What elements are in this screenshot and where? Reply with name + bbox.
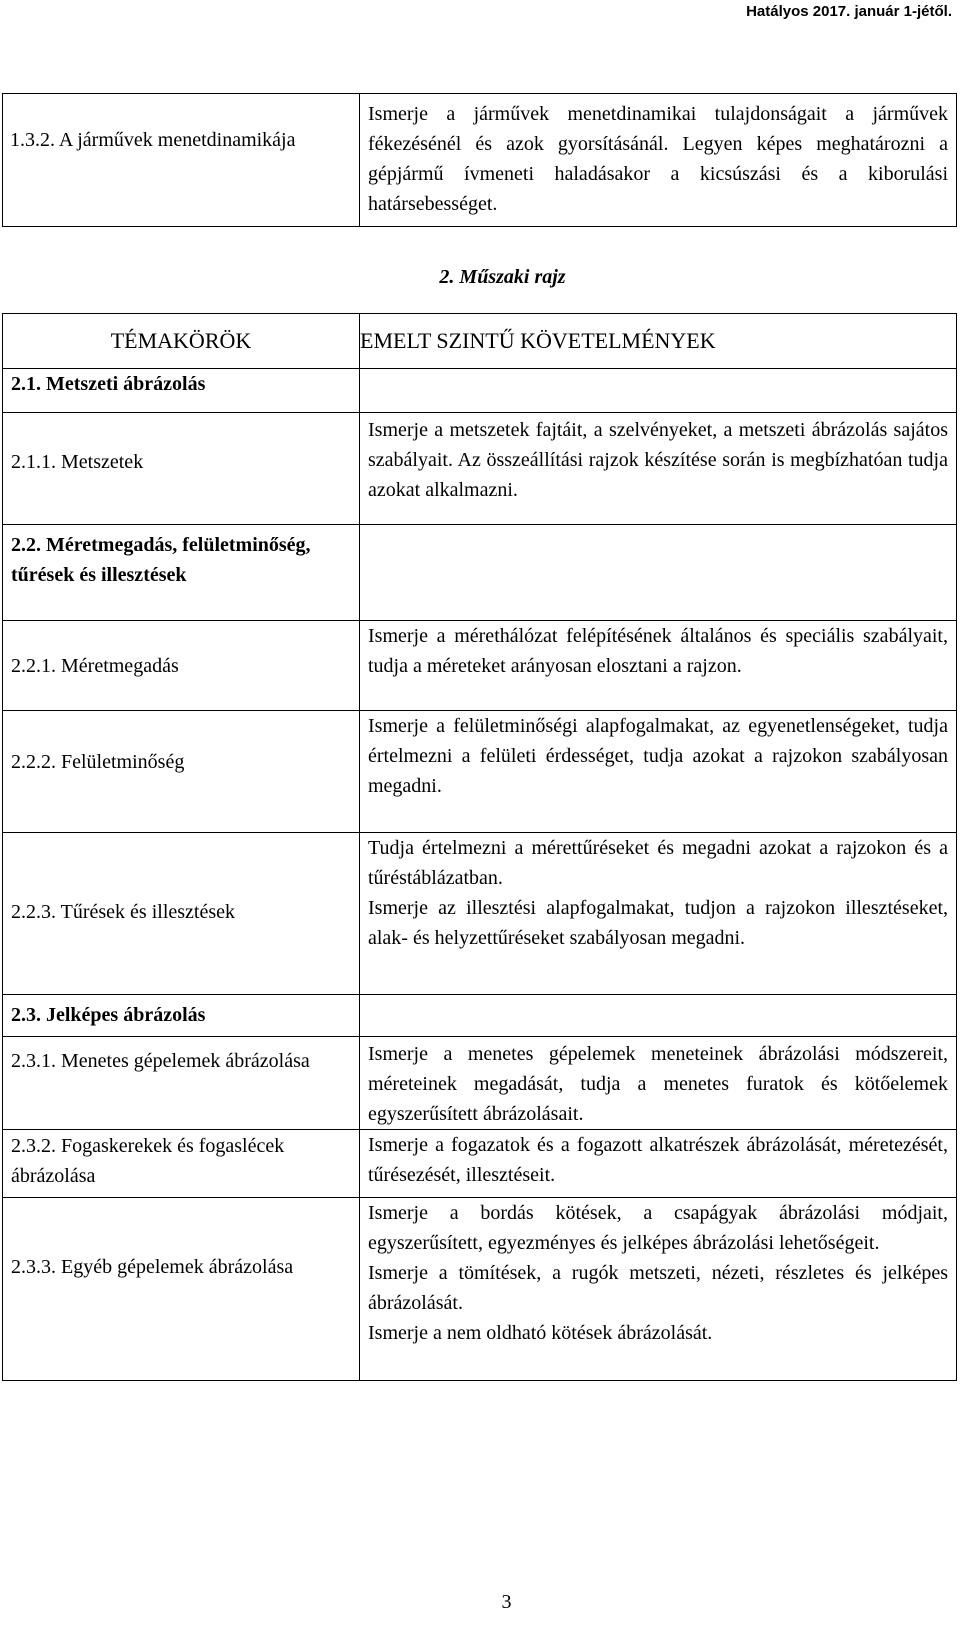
topic-text: 2.2.2. Felületminőség — [11, 751, 185, 773]
table-row — [3, 1198, 957, 1381]
vehicle-dynamics-table — [2, 93, 957, 227]
table-row — [3, 621, 957, 711]
requirement-text: Tudja értelmezni a mérettűréseket és megadni azokat a rajzokon és a tűréstáblázatban. — [368, 837, 948, 889]
requirement-cell — [360, 711, 957, 833]
topic-text: 2.3. Jelképes ábrázolás — [11, 1004, 206, 1026]
table-row — [3, 1037, 957, 1130]
table-row — [3, 94, 957, 227]
requirement-text: Ismerje a menetes gépelemek meneteinek ábrázolási módszereit, méreteinek megadását, tudja a menetes furatok és kötőelemek egyszerűsített ábrázolásait. — [368, 1043, 948, 1125]
topic-text: 2.3.3. Egyéb gépelemek ábrázolása — [11, 1256, 294, 1278]
technical-drawing-table — [2, 313, 957, 1381]
requirement-cell — [360, 833, 957, 995]
section-title: 2. Műszaki rajz — [439, 266, 566, 288]
topic-text: 2.2. Méretmegadás, felületminőség, tűrések és illesztések — [11, 534, 311, 586]
table-row — [3, 1130, 957, 1198]
topic-cell — [3, 525, 360, 621]
requirement-text: Ismerje a mérethálózat felépítésének általános és speciális szabályait, tudja a méreteket arányosan elosztani a rajzon. — [368, 625, 948, 677]
requirement-cell — [360, 1130, 957, 1198]
requirement-text: Ismerje a tömítések, a rugók metszeti, nézeti, részletes és jelképes ábrázolását. — [368, 1262, 948, 1314]
table-row — [3, 369, 957, 413]
validity-note: Hatályos 2017. január 1-jétől. — [746, 3, 952, 20]
page-number: 3 — [501, 1591, 512, 1613]
requirement-text: Ismerje az illesztési alapfogalmakat, tudjon a rajzokon illesztéseket, alak- és helyzettűréseket szabályosan megadni. — [368, 897, 948, 949]
topic-cell — [3, 833, 360, 995]
requirement-cell — [360, 1037, 957, 1130]
header-topics: TÉMAKÖRÖK — [3, 314, 360, 369]
table-row — [3, 833, 957, 995]
topic-cell — [3, 94, 360, 227]
topic-text: 2.3.1. Menetes gépelemek ábrázolása — [11, 1050, 310, 1072]
requirement-text: Ismerje a metszetek fajtáit, a szelvényeket, a metszeti ábrázolás sajátos szabályait. Az összeállítási rajzok készítése során is megbízhatóan tudja azokat alkalmazni. — [368, 419, 948, 501]
requirement-text: Ismerje a fogazatok és a fogazott alkatrészek ábrázolását, méretezését, tűrésezését, illesztéseit. — [368, 1134, 948, 1186]
table-row — [3, 413, 957, 525]
topic-cell — [3, 1130, 360, 1198]
topic-text: 1.3.2. A járművek menetdinamikája — [10, 129, 296, 151]
requirement-cell — [360, 995, 957, 1037]
requirement-text: Ismerje a bordás kötések, a csapágyak ábrázolási módjait, egyszerűsített, egyezményes és jelképes ábrázolási lehetőségeit. — [368, 1202, 948, 1254]
topic-text: 2.2.1. Méretmegadás — [11, 655, 179, 677]
topic-cell — [3, 1037, 360, 1130]
table-row — [3, 525, 957, 621]
topic-cell — [3, 413, 360, 525]
requirement-text: Ismerje a felületminőségi alapfogalmakat, az egyenetlenségeket, tudja értelmezni a felületi érdességet, tudja azokat a rajzokon szabályosan megadni. — [368, 715, 948, 797]
topic-text: 2.3.2. Fogaskerekek és fogaslécek ábrázolása — [11, 1135, 285, 1187]
requirement-text: Ismerje a nem oldható kötések ábrázolását. — [368, 1322, 713, 1344]
table-header-row — [3, 314, 957, 369]
topic-text: 2.2.3. Tűrések és illesztések — [11, 901, 236, 923]
topic-text: 2.1. Metszeti ábrázolás — [11, 373, 206, 395]
requirement-cell — [360, 1198, 957, 1381]
table-row — [3, 711, 957, 833]
topic-text: 2.1.1. Metszetek — [11, 451, 144, 473]
topic-cell — [3, 369, 360, 413]
requirement-cell — [360, 621, 957, 711]
topic-cell — [3, 1198, 360, 1381]
header-requirements: EMELT SZINTŰ KÖVETELMÉNYEK — [360, 314, 957, 369]
requirement-cell — [360, 94, 957, 227]
topic-cell — [3, 995, 360, 1037]
requirement-text: Ismerje a járművek menetdinamikai tulajdonságait a járművek fékezésénél és azok gyorsításánál. Legyen képes meghatározni a gépjármű ívmeneti haladásakor a kicsúszási és a kiborulási határsebességet. — [368, 103, 948, 215]
requirement-cell — [360, 413, 957, 525]
topic-cell — [3, 711, 360, 833]
table-row — [3, 995, 957, 1037]
topic-cell — [3, 621, 360, 711]
requirement-cell — [360, 369, 957, 413]
requirement-cell — [360, 525, 957, 621]
